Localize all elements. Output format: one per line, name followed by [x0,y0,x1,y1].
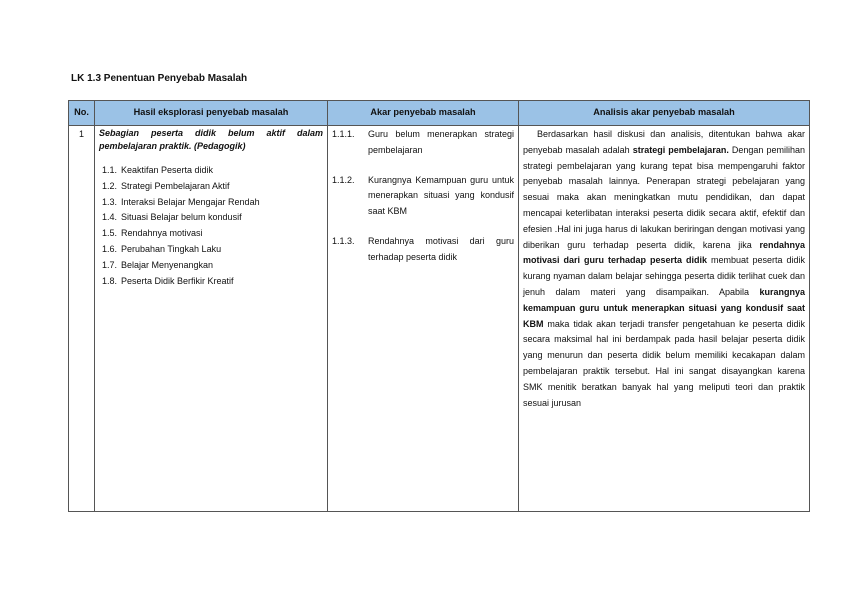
list-item: 1.1. Keaktifan Peserta didik [102,165,214,175]
list-item: 1.8. Peserta Didik Berfikir Kreatif [102,275,234,286]
document-title: LK 1.3 Penentuan Penyebab Masalah [71,73,248,84]
list-item: 1.4. Situasi Belajar belum kondusif [102,212,242,223]
root-cause-list [332,127,514,266]
list-item: 1.3. Interaksi Belajar Mengajar Rendah [102,196,260,207]
list-item: 1.6. Perubahan Tingkah Laku [102,243,222,254]
analysis-paragraph: Berdasarkan hasil diskusi dan analisis, ditentukan bahwa akar penyebab masalah adalah strategi pembelajaran. Dengan pemilihan strategi pembelajaran yang kurang tepat bisa mempengaruhi faktor penyebab masalah lainnya. Penerapan strategi pebelajaran yang sesuai maka akan meningkatkan mutu pendidikan, dan dapat mencapai keterlibatan interaksi peserta didik secara aktif, efektif dan efesien .Hal ini juga harus di lakukan beriringan dengan motivasi yang diberikan guru terhadap peserta didik, karena jika rendahnya motivasi dari guru terhadap peserta didik membuat peserta didik kurang nyaman dalam belajar sehingga peserta didik terlihat cuek dan jenuh dalam materi yang disampaikan. Apabila kurangnya kemampuan guru untuk menerapkan situasi yang kondusif saat KBM maka tidak akan terjadi transfer pengetahuan ke peserta didik secara maksimal hal ini berdampak pada hasil belajar peserta didik yang menurun dan peserta didik belum memiliki kecakapan dalam pembelajaran praktik tersebut. Hal ini sangat disayangkan karena SMK menitik beratkan banyak hal yang meliputi teori dan praktik sesuai jurusan [523,129,806,408]
problem-statement: Sebagian peserta didik belum aktif dalam pembelajaran praktik. (Pedagogik) [99,128,323,151]
list-item: 1.7. Belajar Menyenangkan [102,259,214,270]
cell-akar-penyebab [328,126,519,512]
header-akar-penyebab: Akar penyebab masalah [328,101,519,126]
cause-list [99,163,323,289]
cell-analisis [519,126,810,512]
table-header-row [69,101,810,126]
header-hasil-eksplorasi: Hasil eksplorasi penyebab masalah [95,101,328,126]
list-item: 1.2. Strategi Pembelajaran Aktif [102,180,230,191]
header-analisis: Analisis akar penyebab masalah [519,101,810,126]
cell-row-number: 1 [69,126,95,512]
list-item: 1.1.1. Guru belum menerapkan strategi pembelajaran [332,129,514,155]
cause-analysis-table [68,100,810,512]
table-row [69,126,810,512]
header-no: No. [69,101,95,126]
cell-hasil-eksplorasi [95,126,328,512]
list-item: 1.5. Rendahnya motivasi [102,228,203,239]
list-item: 1.1.3. Rendahnya motivasi dari guru terhadap peserta didik [332,235,514,262]
list-item: 1.1.2. Kurangnya Kemampuan guru untuk menerapkan situasi yang kondusif saat KBM [332,174,514,217]
